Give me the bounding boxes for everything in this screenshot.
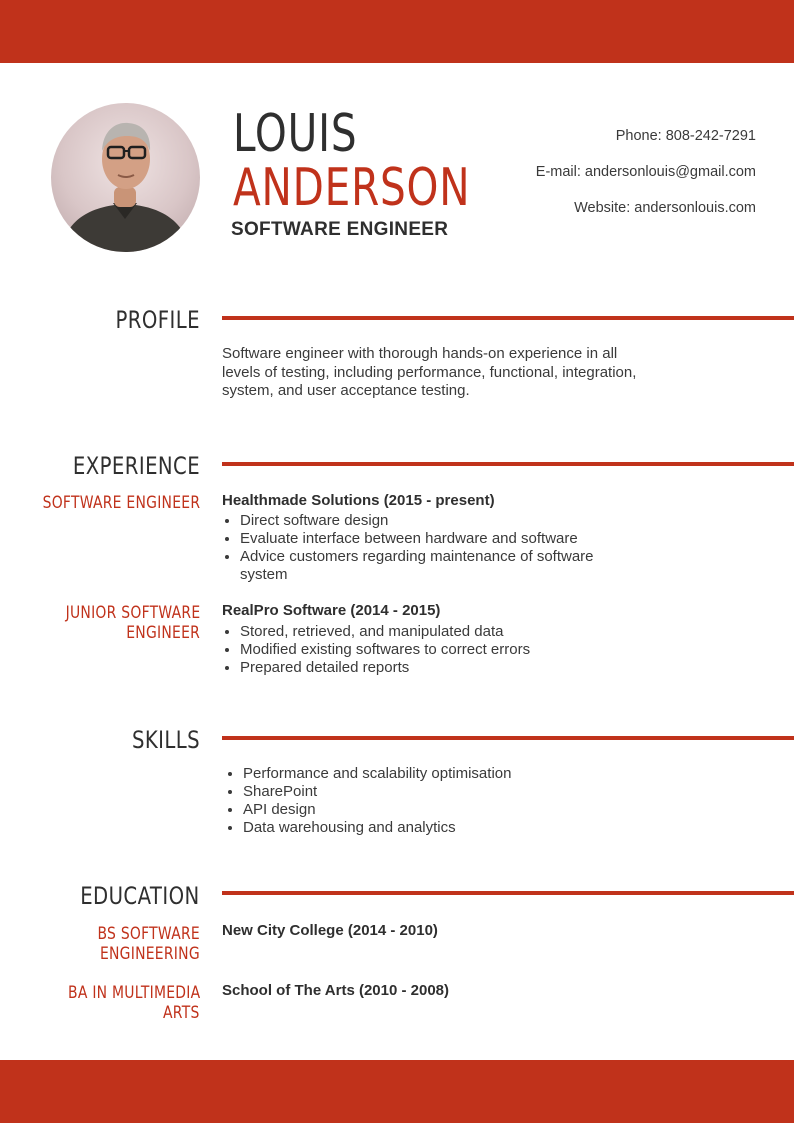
education-degree: BA IN MULTIMEDIA: [67, 983, 200, 1003]
bottom-accent-bar: [0, 1060, 794, 1123]
last-name: ANDERSON: [233, 158, 471, 218]
experience-role: ENGINEER: [126, 623, 200, 643]
contact-email: E-mail: andersonlouis@gmail.com: [535, 164, 756, 180]
list-item: • Advice customers regarding maintenance of software system: [240, 548, 640, 584]
skills-heading: SKILLS: [131, 726, 200, 754]
experience-company: RealPro Software (2014 - 2015): [222, 602, 441, 619]
profile-heading: PROFILE: [115, 306, 200, 334]
education-degree: ENGINEERING: [100, 944, 200, 964]
person-avatar-icon: [51, 103, 200, 252]
list-item: • Modified existing softwares to correct errors: [240, 641, 640, 659]
list-item: • Prepared detailed reports: [240, 659, 640, 677]
skills-divider: [222, 736, 794, 740]
first-name: LOUIS: [233, 104, 358, 164]
education-divider: [222, 891, 794, 895]
education-school: New City College (2014 - 2010): [222, 922, 438, 939]
education-degree: BS SOFTWARE: [97, 924, 200, 944]
list-item: • Performance and scalability optimisation: [243, 765, 643, 783]
profile-text: Software engineer with thorough hands-on experience in all levels of testing, including performance, functional, integration, system, and user acceptance testing.: [222, 345, 637, 399]
skills-list: [225, 765, 643, 837]
profile-photo: [51, 103, 200, 252]
experience-role: SOFTWARE ENGINEER: [42, 493, 200, 513]
list-item: • Evaluate interface between hardware and software: [240, 530, 640, 548]
profile-divider: [222, 316, 794, 320]
experience-bullets: [222, 623, 640, 677]
education-degree: ARTS: [163, 1003, 200, 1023]
top-accent-bar: [0, 0, 794, 63]
experience-role: JUNIOR SOFTWARE: [65, 603, 200, 623]
list-item: • API design: [243, 801, 643, 819]
contact-website: Website: andersonlouis.com: [574, 200, 756, 216]
experience-bullets: [222, 512, 640, 584]
education-school: School of The Arts (2010 - 2008): [222, 982, 450, 999]
experience-divider: [222, 462, 794, 466]
list-item: • SharePoint: [243, 783, 643, 801]
list-item: • Stored, retrieved, and manipulated data: [240, 623, 640, 641]
contact-phone: Phone: 808-242-7291: [615, 128, 756, 144]
list-item: • Data warehousing and analytics: [243, 819, 643, 837]
job-title: SOFTWARE ENGINEER: [231, 219, 449, 240]
education-heading: EDUCATION: [80, 882, 200, 910]
list-item: • Direct software design: [240, 512, 640, 530]
experience-company: Healthmade Solutions (2015 - present): [222, 492, 495, 509]
experience-heading: EXPERIENCE: [72, 452, 200, 480]
